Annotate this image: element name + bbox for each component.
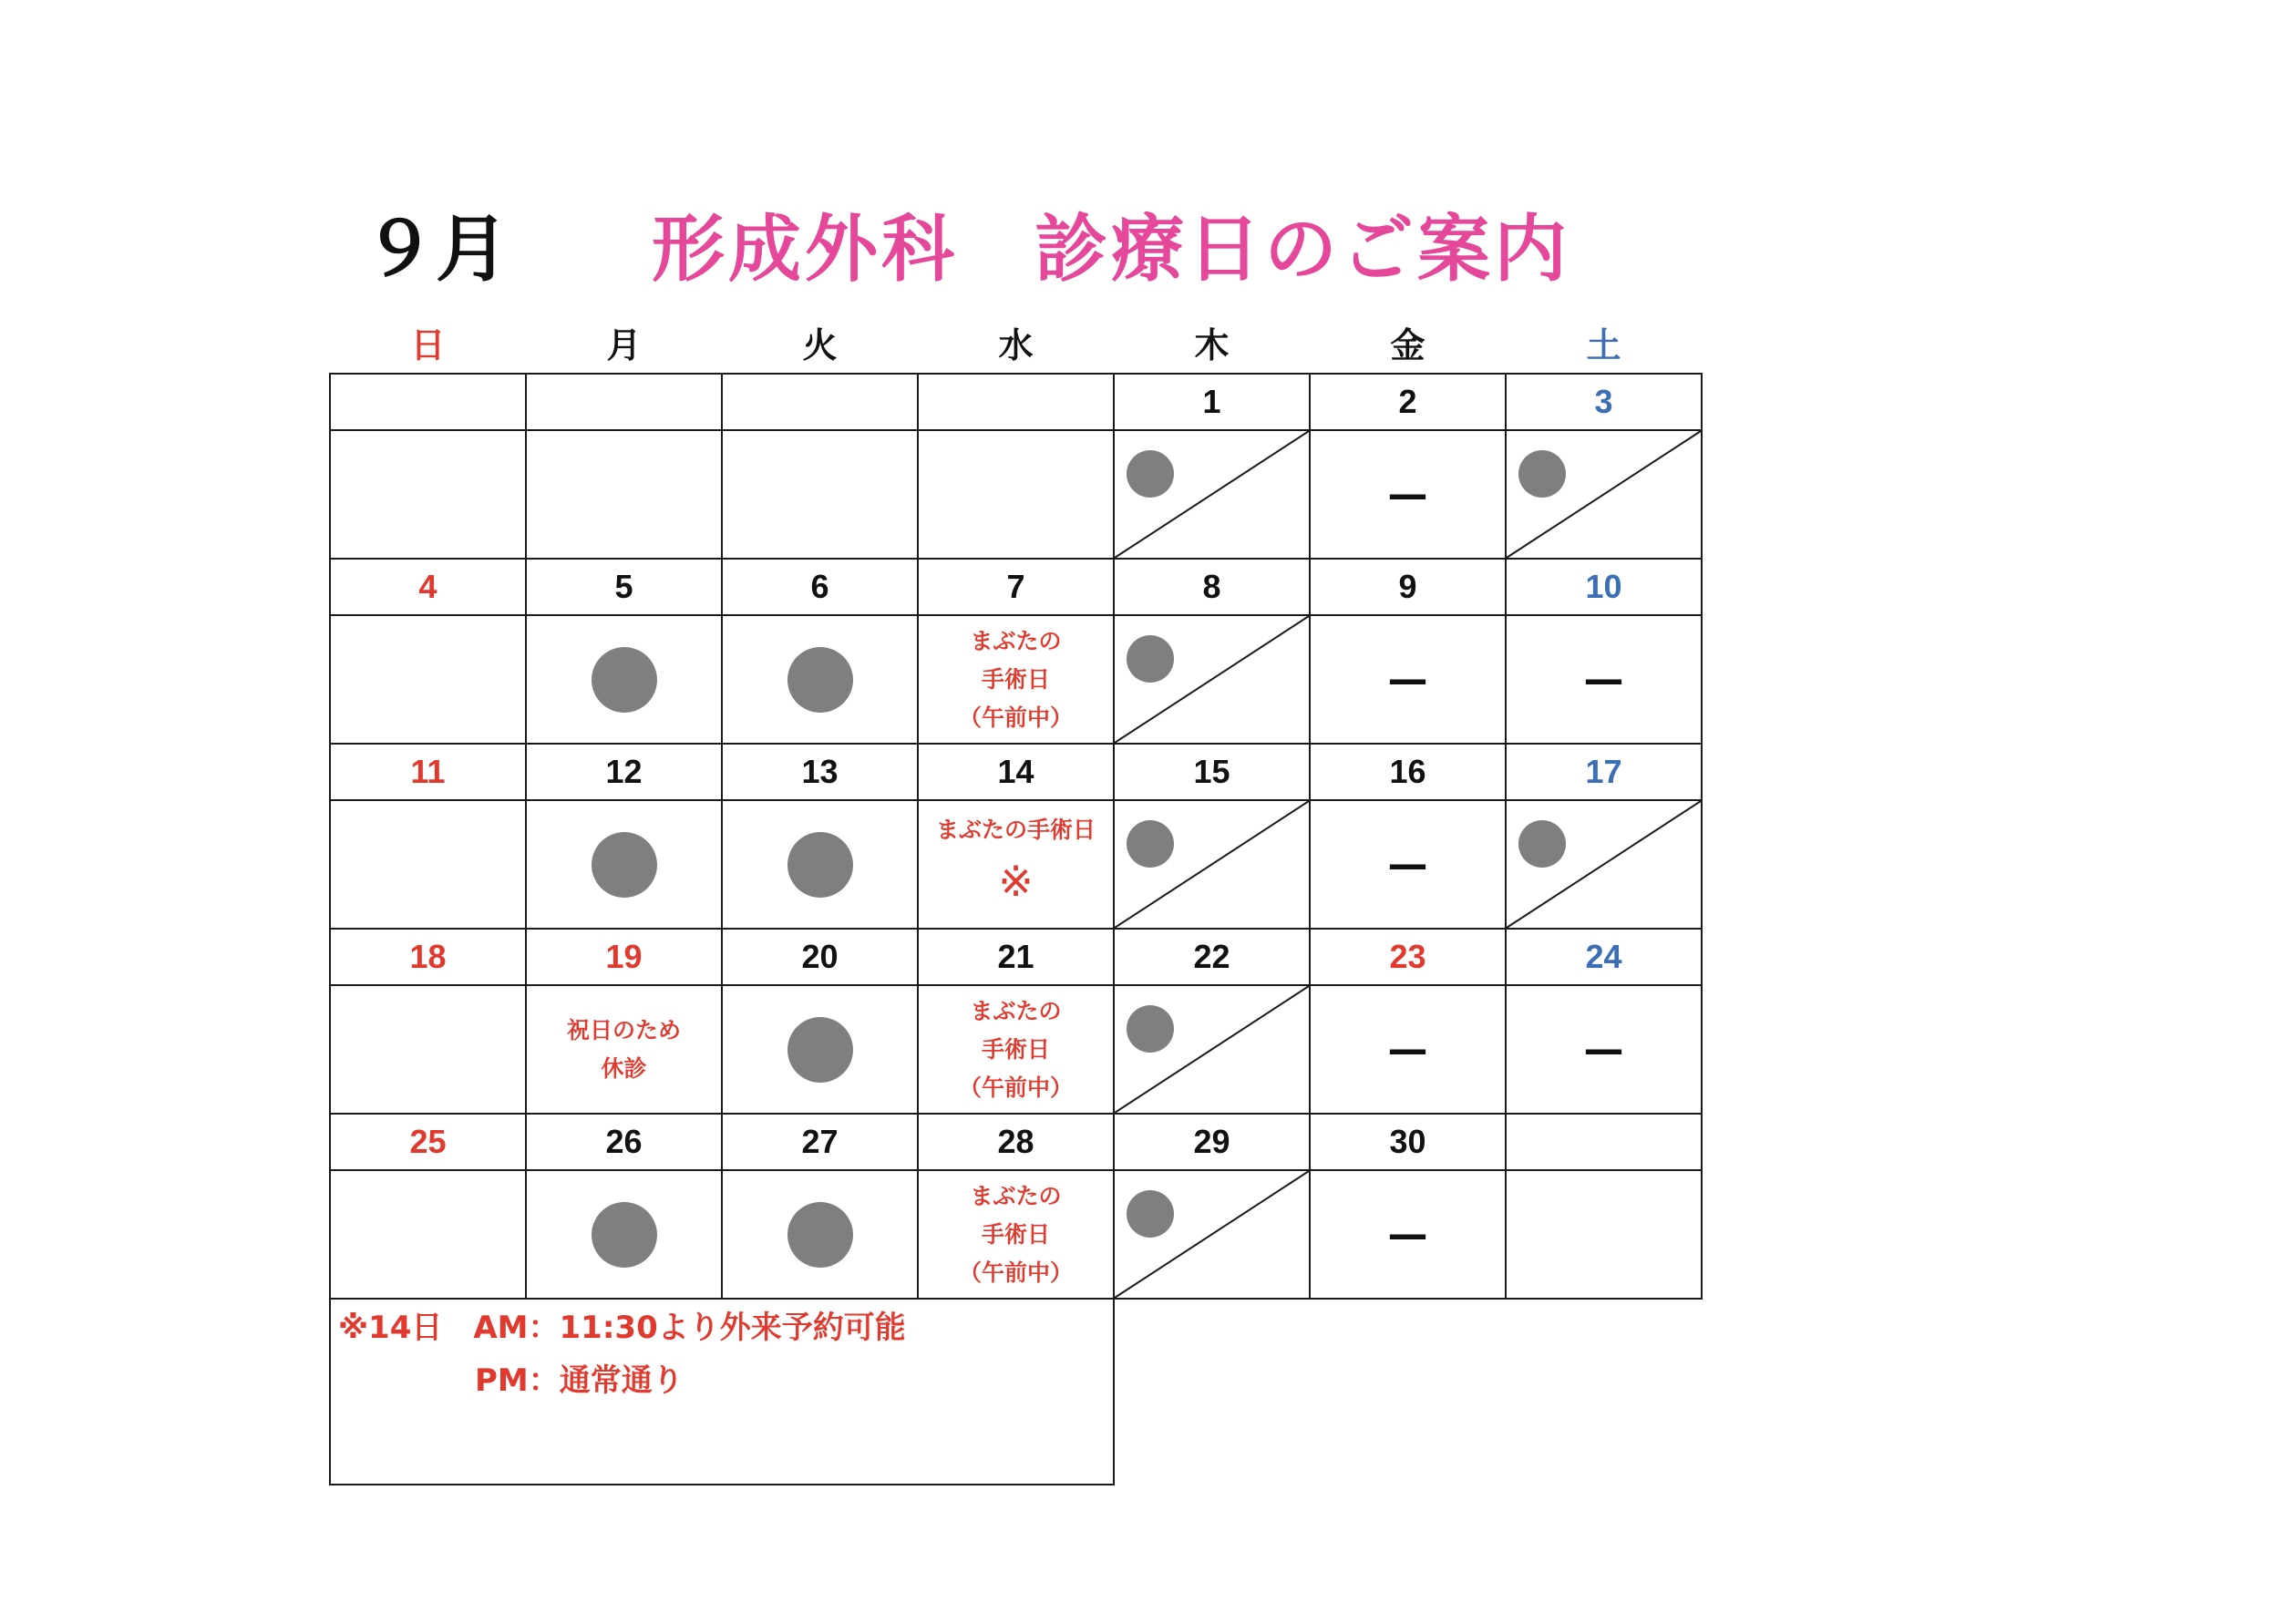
- date-cell-1: 1: [1115, 375, 1311, 431]
- small-circle-icon: [1127, 635, 1174, 683]
- schedule-note-line: （午前中）: [958, 704, 1073, 731]
- date-cell-18: 18: [331, 930, 527, 986]
- schedule-cell-1: [1115, 431, 1311, 560]
- filled-circle-icon: [787, 647, 853, 713]
- reference-mark: ※: [998, 857, 1034, 906]
- date-cell-blank: [1507, 1115, 1703, 1171]
- date-cell-13: 13: [723, 745, 919, 801]
- schedule-note-line: まぶたの: [970, 1182, 1062, 1209]
- schedule-cell-16: [1311, 801, 1507, 930]
- date-cell-30: 30: [1311, 1115, 1507, 1171]
- date-cell-4: 4: [331, 560, 527, 616]
- date-cell-8: 8: [1115, 560, 1311, 616]
- schedule-cell-26: [527, 1171, 723, 1300]
- date-cell-29: 29: [1115, 1115, 1311, 1171]
- schedule-cell-23: [1311, 986, 1507, 1115]
- filled-circle-icon: [787, 1202, 853, 1268]
- schedule-cell-22: [1115, 986, 1311, 1115]
- schedule-cell-21: [919, 986, 1115, 1115]
- date-cell-25: 25: [331, 1115, 527, 1171]
- schedule-cell-28: [919, 1171, 1115, 1300]
- schedule-cell-blank: [527, 431, 723, 560]
- schedule-cell-13: [723, 801, 919, 930]
- schedule-cell-blank: [1507, 1171, 1703, 1300]
- page-heading: 形成外科 診療日のご案内: [652, 207, 1570, 292]
- date-cell-2: 2: [1311, 375, 1507, 431]
- schedule-note-line: （午前中）: [958, 1259, 1073, 1286]
- schedule-note-line: 手術日: [981, 665, 1050, 693]
- date-cell-6: 6: [723, 560, 919, 616]
- schedule-cell-10: [1507, 616, 1703, 745]
- date-cell-24: 24: [1507, 930, 1703, 986]
- date-cell-9: 9: [1311, 560, 1507, 616]
- notice-box: [329, 1300, 1115, 1485]
- schedule-cell-20: [723, 986, 919, 1115]
- weekday-label: 木: [1194, 325, 1230, 365]
- schedule-cell-18: [331, 986, 527, 1115]
- notice-line-pm: PM：通常通り: [475, 1362, 684, 1399]
- filled-circle-icon: [592, 647, 657, 713]
- schedule-cell-3: [1507, 431, 1703, 560]
- small-circle-icon: [1127, 1005, 1174, 1053]
- closed-dash-mark: —: [1583, 1025, 1624, 1073]
- date-cell-26: 26: [527, 1115, 723, 1171]
- date-cell-17: 17: [1507, 745, 1703, 801]
- date-cell-5: 5: [527, 560, 723, 616]
- date-cell-10: 10: [1507, 560, 1703, 616]
- schedule-note-line: 休診: [601, 1054, 647, 1082]
- date-cell-3: 3: [1507, 375, 1703, 431]
- weekday-label: 土: [1586, 325, 1621, 365]
- date-cell-20: 20: [723, 930, 919, 986]
- closed-dash-mark: —: [1387, 470, 1428, 518]
- schedule-cell-25: [331, 1171, 527, 1300]
- small-circle-icon: [1518, 450, 1566, 498]
- filled-circle-icon: [787, 1017, 853, 1083]
- filled-circle-icon: [787, 832, 853, 898]
- date-cell-blank: [331, 375, 527, 431]
- schedule-cell-8: [1115, 616, 1311, 745]
- schedule-cell-6: [723, 616, 919, 745]
- calendar-grid: [329, 373, 1703, 1300]
- date-cell-blank: [527, 375, 723, 431]
- small-circle-icon: [1127, 820, 1174, 868]
- schedule-note-line: 手術日: [981, 1035, 1050, 1063]
- schedule-cell-2: [1311, 431, 1507, 560]
- closed-dash-mark: —: [1583, 655, 1624, 703]
- schedule-note-line: まぶたの手術日: [935, 817, 1096, 843]
- date-cell-blank: [919, 375, 1115, 431]
- schedule-cell-15: [1115, 801, 1311, 930]
- weekday-label: 水: [998, 325, 1034, 365]
- date-cell-15: 15: [1115, 745, 1311, 801]
- schedule-cell-blank: [331, 431, 527, 560]
- filled-circle-icon: [592, 832, 657, 898]
- schedule-note-line: （午前中）: [958, 1074, 1073, 1101]
- schedule-note-line: まぶたの: [970, 627, 1062, 654]
- weekday-header: [331, 321, 1703, 371]
- weekday-label: 日: [410, 325, 446, 365]
- schedule-cell-5: [527, 616, 723, 745]
- filled-circle-icon: [592, 1202, 657, 1268]
- date-cell-27: 27: [723, 1115, 919, 1171]
- date-cell-7: 7: [919, 560, 1115, 616]
- weekday-label: 月: [606, 325, 642, 365]
- schedule-cell-9: [1311, 616, 1507, 745]
- schedule-cell-27: [723, 1171, 919, 1300]
- schedule-cell-12: [527, 801, 723, 930]
- date-cell-28: 28: [919, 1115, 1115, 1171]
- schedule-cell-24: [1507, 986, 1703, 1115]
- schedule-cell-29: [1115, 1171, 1311, 1300]
- small-circle-icon: [1518, 820, 1566, 868]
- schedule-cell-30: [1311, 1171, 1507, 1300]
- schedule-note-line: まぶたの: [970, 997, 1062, 1024]
- closed-dash-mark: —: [1387, 840, 1428, 888]
- schedule-cell-19: [527, 986, 723, 1115]
- notice-line-am: ※14日 AM：11:30より外来予約可能: [338, 1310, 906, 1346]
- schedule-cell-blank: [723, 431, 919, 560]
- date-cell-16: 16: [1311, 745, 1507, 801]
- schedule-cell-14: [919, 801, 1115, 930]
- weekday-label: 金: [1390, 325, 1425, 365]
- date-cell-23: 23: [1311, 930, 1507, 986]
- date-cell-11: 11: [331, 745, 527, 801]
- small-circle-icon: [1127, 1190, 1174, 1238]
- schedule-cell-17: [1507, 801, 1703, 930]
- schedule-note-line: 手術日: [981, 1220, 1050, 1248]
- schedule-cell-4: [331, 616, 527, 745]
- closed-dash-mark: —: [1387, 1210, 1428, 1258]
- month-title: ９月: [363, 207, 509, 292]
- schedule-cell-blank: [919, 431, 1115, 560]
- date-cell-12: 12: [527, 745, 723, 801]
- small-circle-icon: [1127, 450, 1174, 498]
- closed-dash-mark: —: [1387, 655, 1428, 703]
- closed-dash-mark: —: [1387, 1025, 1428, 1073]
- schedule-note-line: 祝日のため: [566, 1016, 681, 1043]
- schedule-cell-7: [919, 616, 1115, 745]
- date-cell-14: 14: [919, 745, 1115, 801]
- date-cell-19: 19: [527, 930, 723, 986]
- weekday-label: 火: [802, 325, 838, 365]
- date-cell-22: 22: [1115, 930, 1311, 986]
- schedule-cell-11: [331, 801, 527, 930]
- date-cell-blank: [723, 375, 919, 431]
- date-cell-21: 21: [919, 930, 1115, 986]
